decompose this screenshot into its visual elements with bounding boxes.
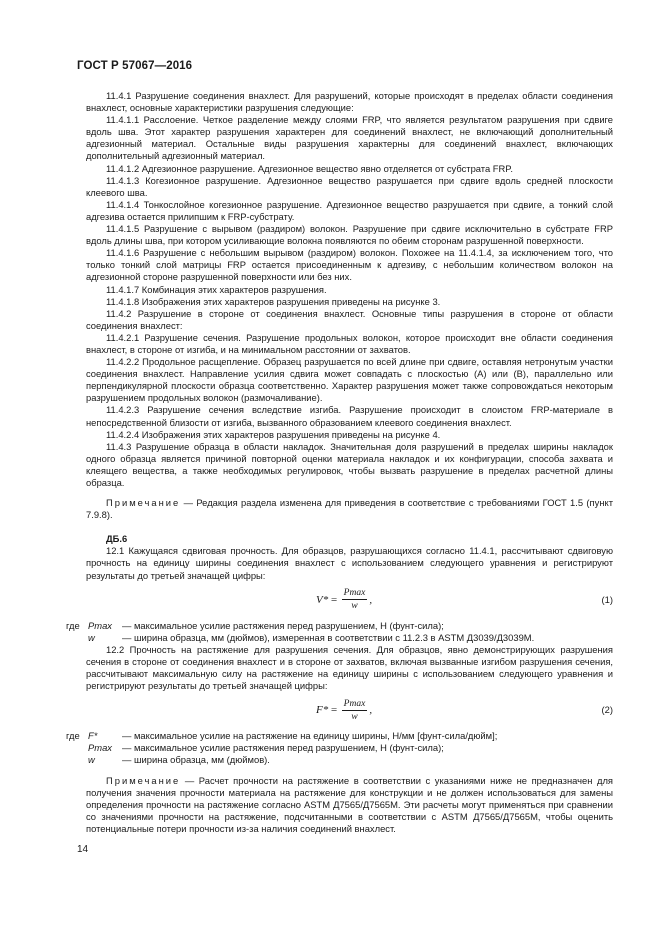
paragraph: 11.4.2.3 Разрушение сечения вследствие изгиба. Разрушение происходит в слоистом FRP-материале в непосредственной близости от изгиба, вызванного образованием клеевого соединения внахлест. xyxy=(86,404,613,428)
formula-2-numerator: Pmax xyxy=(342,698,368,711)
formula-2-denominator: w xyxy=(351,711,358,722)
formula-1-tail: , xyxy=(369,593,373,606)
formula-1-lhs: V* xyxy=(316,593,329,606)
definition-text: — максимальное усилие растяжения перед разрушением, Н (фунт-сила); xyxy=(122,742,444,754)
formula-2-tail: , xyxy=(369,704,373,717)
document-header: ГОСТ Р 57067—2016 xyxy=(77,60,193,72)
paragraph: 11.4.2 Разрушение в стороне от соединения внахлест. Основные типы разрушения в стороне от области соединения внахлест: xyxy=(86,307,613,331)
definition-row xyxy=(86,754,613,766)
definition-lead: где xyxy=(66,730,80,742)
paragraph-12-1: 12.1 Кажущаяся сдвиговая прочность. Для образцов, разрушающихся согласно 11.4.1, рассчитывают сдвиговую прочность на единицу ширины соединения внахлест с использованием следующего уравнения и регистрируют результаты до третьей значащей цифры: xyxy=(86,545,613,581)
paragraph: 11.4.1.1 Расслоение. Четкое разделение между слоями FRP, что является результатом разрушения при сдвиге вдоль шва. Этот характер разрушения характерен для соединений внахлест, не включающий дополнительный адгезионный материал. Остальные виды разрушения характерны для соединений внахлест, включающих дополнительный адгезионный материал. xyxy=(86,114,613,162)
definition-symbol: F* xyxy=(88,730,98,742)
paragraph: 11.4.2.2 Продольное расщепление. Образец разрушается по всей длине при сдвиге, оставляя нетронутым участки соединения внахлест. Направление усилия сдвига может совпадать с плоскостью (A) или (B), параллельно или перпендикулярной плоскости образца соответственно. Характер разрушения может также сопровождаться некоторым разрушением продольных волокон (размочаливание). xyxy=(86,356,613,404)
paragraph: 11.4.3 Разрушение образца в области накладок. Значительная доля разрушений в пределах ширины накладок одного образца является причиной повторной оценки материала накладок и их конфигурации, способа захвата и клеящего вещества, а также необходимых регулировок, чтобы вызвать разрушение в пределах расчетной длины образца. xyxy=(86,440,613,488)
paragraph: 11.4.1.4 Тонкослойное когезионное разрушение. Адгезионное вещество разрушается при сдвиге, а тонкий слой адгезива остается прилипшим к FRP-субстрату. xyxy=(86,198,613,222)
paragraph-12-2: 12.2 Прочность на растяжение для разрушения сечения. Для образцов, явно демонстрирующих разрушения сечения в стороне от соединения внахлест и в стороне от захватов, включая вызванные изгибом разрушения сечения, рассчитывают максимальную силу на растяжение на единицу ширины с использованием следующего уравнения и регистрируют результаты до третьей значащей цифры: xyxy=(86,643,613,692)
definition-lead: где xyxy=(66,619,80,631)
section-heading-db6: ДБ.6 xyxy=(106,533,128,545)
note-2-label: Примечание xyxy=(106,774,181,786)
note-1-text: — Редакция раздела изменена для приведения в соответствие с требованиями ГОСТ 1.5 (пункт 7.9.8). xyxy=(86,497,613,521)
paragraph: 11.4.1.6 Разрушение с небольшим вырывом (раздиром) волокон. Похожее на 11.4.1.4, за исключением того, что только тонкий слой матрицы FRP остается присоединенным к адгезиву, с небольшим количеством волокон на адгезионной стороне разрушенной поверхности или без них. xyxy=(86,247,613,283)
definition-lead xyxy=(66,632,88,644)
note-2-text: — Расчет прочности на растяжение в соответствии с указаниями ниже не предназначен для получения значения прочности материала на растяжение для конструкции и не должен использоваться для замены определения прочности на растяжение согласно ASTM Д7565/Д7565М. Эти расчеты могут применяться при сравнении со значениями прочности на растяжение, подсчитанными в соответствии с ASTM Д7565/Д7565М, чтобы оценить потенциальные потери прочности из-за наличия соединений внахлест. xyxy=(86,774,613,834)
paragraph: 11.4.2.1 Разрушение сечения. Разрушение продольных волокон, которое происходит вне области соединения внахлест, в стороне от изгиба, и на минимальном расстоянии от захватов. xyxy=(86,331,613,355)
formula-1-numerator: Pmax xyxy=(342,587,368,600)
formula-2 xyxy=(86,696,613,724)
paragraph: 11.4.1.3 Когезионное разрушение. Адгезионное вещество разрушается при сдвиге вдоль средней плоскости клеевого шва. xyxy=(86,174,613,198)
note-1-label: Примечание xyxy=(106,497,181,509)
formula-2-number: (2) xyxy=(601,704,613,716)
paragraph: 11.4.1.5 Разрушение с вырывом (раздиром) волокон. Разрушение при сдвиге исключительно в субстрате FRP вдоль длины шва, при котором усиливающие волокна появляются по обеим сторонам разрушенной поверхности. xyxy=(86,223,613,247)
definition-text: — максимальное усилие растяжения перед разрушением, Н (фунт-сила); xyxy=(122,619,444,631)
formula-2-definitions xyxy=(66,730,613,766)
definition-text: — ширина образца, мм (дюймов), измеренная в соответствии с 11.2.3 в ASTM Д3039/Д3039М. xyxy=(122,631,535,643)
document-body xyxy=(66,90,613,835)
paragraph: 11.4.2.4 Изображения этих характеров разрушения приведены на рисунке 4. xyxy=(106,428,441,440)
definition-symbol: Pmax xyxy=(88,619,112,631)
paragraph: 11.4.1.7 Комбинация этих характеров разрушения. xyxy=(106,283,327,295)
definition-text: — максимальное усилие на растяжение на единицу ширины, Н/мм [фунт-сила/дюйм]; xyxy=(122,730,498,742)
formula-2-lhs: F* xyxy=(316,704,329,717)
definition-symbol: Pmax xyxy=(88,742,112,754)
paragraph: 11.4.1.2 Адгезионное разрушение. Адгезионное вещество явно отделяется от субстрата FRP. xyxy=(106,162,513,174)
section-11-4 xyxy=(86,90,613,489)
definition-row xyxy=(86,632,613,644)
paragraph: 11.4.1 Разрушение соединения внахлест. Для разрушений, которые происходят в пределах области соединения внахлест, основные характеристики разрушения следующие: xyxy=(86,90,613,114)
page-number: 14 xyxy=(77,844,89,855)
formula-1-definitions xyxy=(66,619,613,644)
definition-text: — ширина образца, мм (дюймов). xyxy=(122,754,270,766)
definition-row xyxy=(66,730,613,742)
paragraph: 11.4.1.8 Изображения этих характеров разрушения приведены на рисунке 3. xyxy=(106,295,441,307)
formula-1-number: (1) xyxy=(601,593,613,605)
formula-2-equals: = xyxy=(330,704,338,717)
note-2 xyxy=(86,775,613,835)
formula-1 xyxy=(86,586,613,614)
formula-1-equals: = xyxy=(330,593,338,606)
definition-symbol: w xyxy=(88,754,95,766)
definition-lead xyxy=(66,742,88,754)
formula-1-denominator: w xyxy=(351,601,358,612)
definition-lead xyxy=(66,754,88,766)
definition-row xyxy=(66,619,613,632)
definition-row xyxy=(86,742,613,754)
definition-symbol: w xyxy=(88,631,95,643)
note-1 xyxy=(86,497,613,521)
